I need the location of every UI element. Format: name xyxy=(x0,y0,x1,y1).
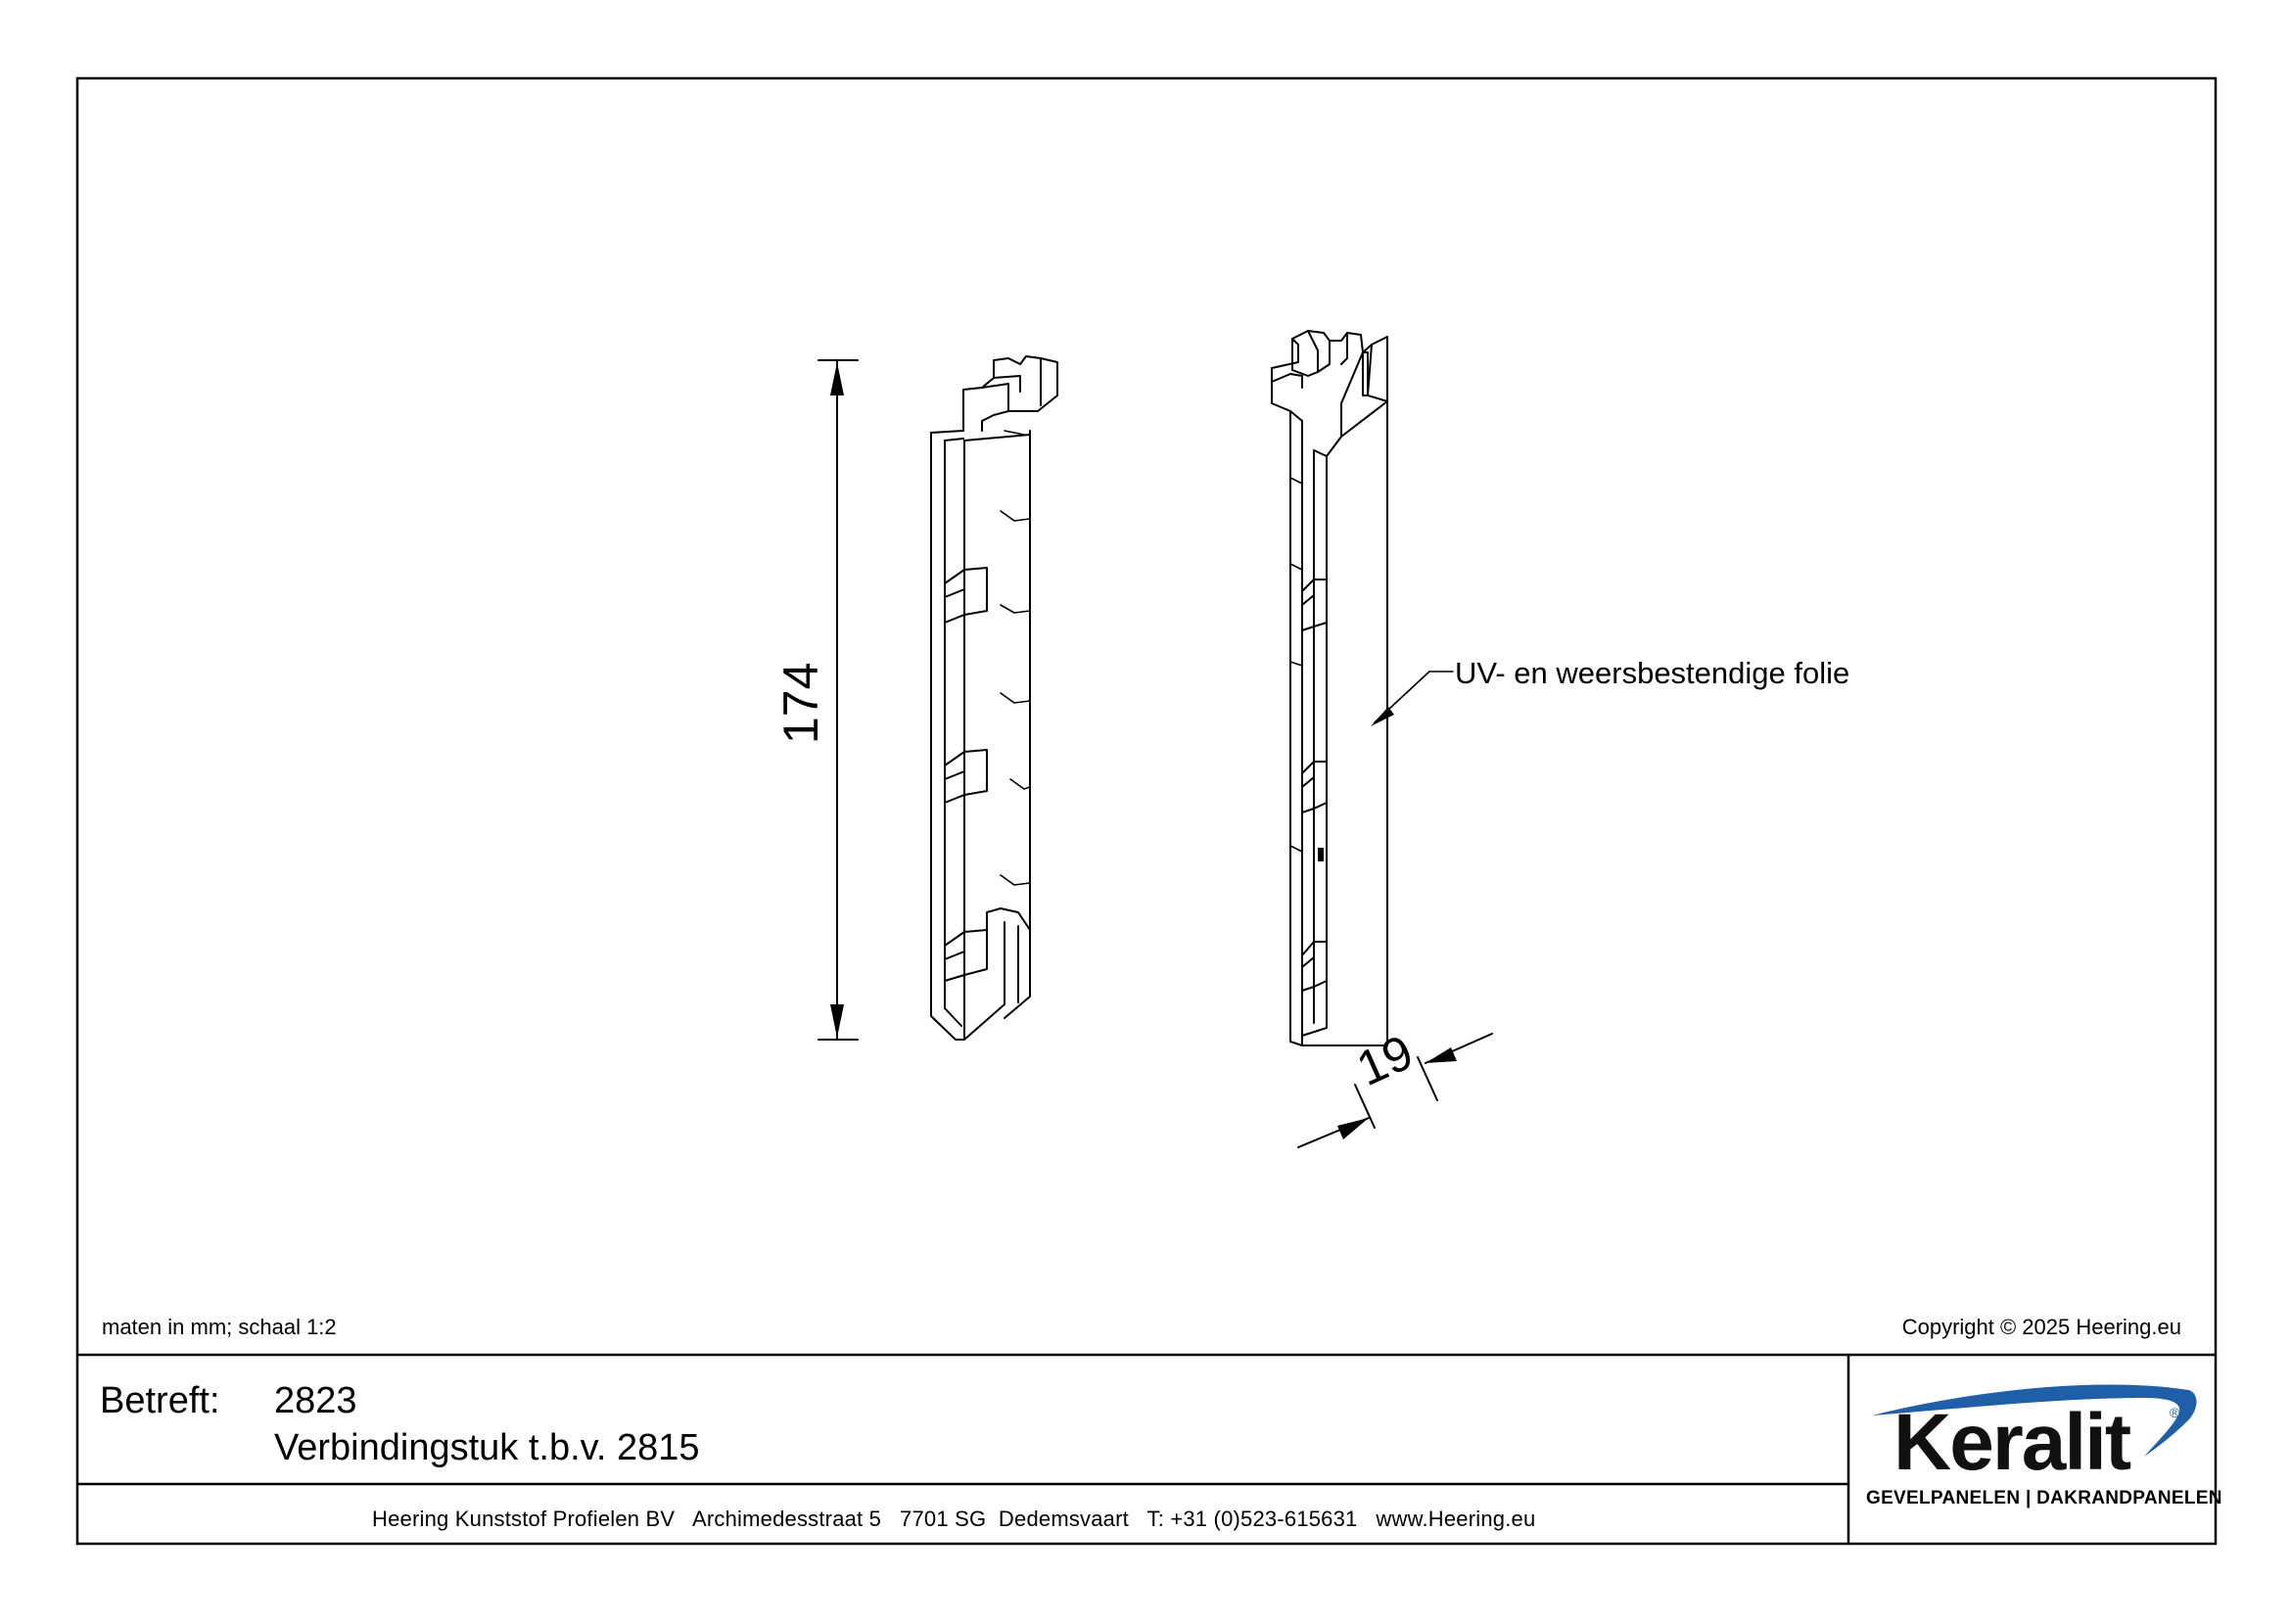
article-description: Verbindingstuk t.b.v. 2815 xyxy=(274,1427,700,1468)
dimension-arrow-bottom xyxy=(830,1004,844,1038)
drawing-frame xyxy=(77,78,2216,1544)
connector-perspective-view xyxy=(1272,331,1387,1045)
keralit-logo xyxy=(1872,1384,2197,1487)
height-dimension xyxy=(773,360,858,1040)
logo-wordmark: Keralit xyxy=(1893,1398,2130,1487)
logo-registered-mark: ® xyxy=(2170,1405,2180,1420)
foil-annotation-leader xyxy=(1371,672,1453,726)
company-address-line: Heering Kunststof Profielen BV Archimedesstraat 5 7701 SG Dedemsvaart T: +31 (0)523-615631 www.Heering.eu xyxy=(372,1507,1536,1531)
height-dimension-value: 174 xyxy=(773,662,828,744)
article-number: 2823 xyxy=(274,1380,357,1421)
depth-dimension xyxy=(1298,1024,1492,1147)
foil-annotation-text: UV- en weersbestendige folie xyxy=(1455,656,1850,690)
connector-side-view xyxy=(931,356,1057,1040)
subject-label: Betreft: xyxy=(100,1380,220,1421)
depth-dimension-value: 19 xyxy=(1348,1024,1422,1097)
dimension-arrow-top xyxy=(830,362,844,395)
scale-note: maten in mm; schaal 1:2 xyxy=(102,1315,337,1339)
logo-tagline: GEVELPANELEN | DAKRANDPANELEN xyxy=(1866,1488,2222,1508)
foil-marker xyxy=(1318,848,1324,861)
copyright-notice: Copyright © 2025 Heering.eu xyxy=(1901,1315,2181,1339)
